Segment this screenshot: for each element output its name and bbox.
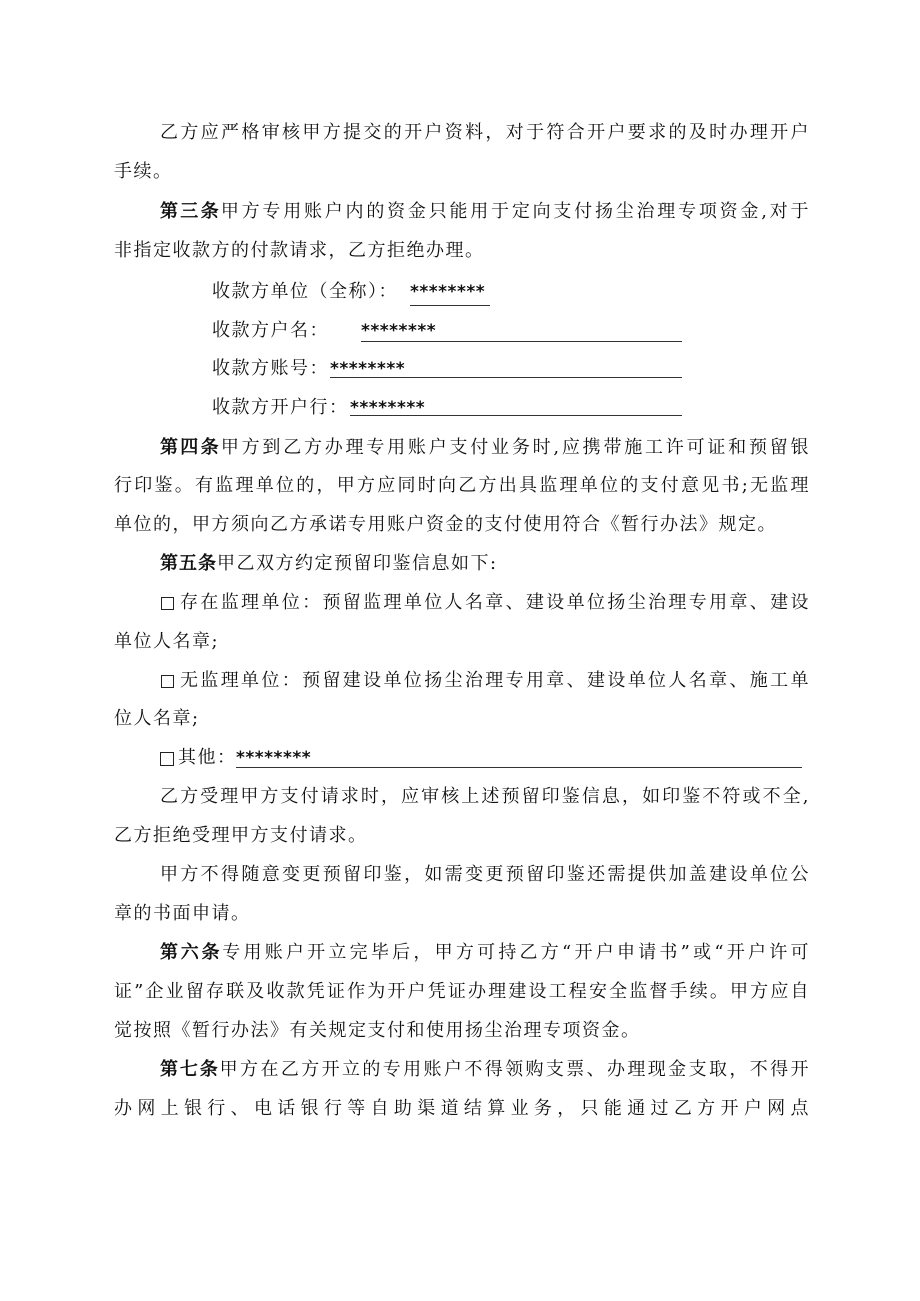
option-other-underline [236,767,802,768]
option-no-supervisor-checkbox[interactable] [161,675,174,688]
payee-bank-value: ******** [350,398,426,418]
payee-account-underline [330,377,682,378]
article-3-text: 甲方专用账户内的资金只能用于定向支付扬尘治理专项资金,对于 [220,201,811,222]
paragraph-line: 乙方受理甲方支付请求时，应审核上述预留印鉴信息，如印鉴不符或不全, [160,786,810,807]
paragraph-line: 觉按照《暂行办法》有关规定支付和使用扬尘治理专项资金。 [114,1020,641,1041]
article-5-text: 甲乙双方约定预留印鉴信息如下: [217,553,498,574]
article-6-line [160,941,810,965]
article-3-line [160,200,810,224]
article-4-text: 甲方到乙方办理专用账户支付业务时,应携带施工许可证和预留银 [220,437,811,458]
article-6-title: 第六条 [160,942,223,963]
paragraph-line: 乙方拒绝受理甲方支付请求。 [114,825,368,846]
payee-bank-label: 收款方开户行： [212,397,349,418]
paragraph-line: 章的书面申请。 [114,903,251,924]
option-other-value: ******** [236,748,312,768]
paragraph-line: 乙方应严格审核甲方提交的开户资料，对于符合开户要求的及时办理开户 [160,122,810,143]
article-3-title: 第三条 [160,201,221,222]
paragraph-line: 非指定收款方的付款请求，乙方拒绝办理。 [114,240,485,261]
payee-unit-underline [410,305,490,306]
paragraph-line: 手续。 [114,161,173,182]
payee-name-value: ******** [361,321,437,341]
article-5-line [160,552,498,576]
paragraph-line: 行印鉴。有监理单位的，甲方应同时向乙方出具监理单位的支付意见书;无监理 [114,475,810,496]
article-4-line [160,436,810,460]
option-no-supervisor-text: 无监理单位：预留建设单位扬尘治理专用章、建设单位人名章、施工单 [180,670,810,691]
payee-unit-label: 收款方单位（全称）： [212,281,398,302]
article-7-text: 甲方在乙方开立的专用账户不得领购支票、办理现金支取，不得开 [219,1059,811,1080]
payee-account-value: ******** [330,359,406,379]
paragraph-line: 位人名章; [114,708,200,729]
article-7-title: 第七条 [160,1059,220,1080]
paragraph-line: 单位的，甲方须向乙方承诺专用账户资金的支付使用符合《暂行办法》规定。 [114,514,777,535]
paragraph-line: 甲方不得随意变更预留印鉴，如需变更预留印鉴还需提供加盖建设单位公 [160,864,810,885]
article-4-title: 第四条 [160,437,221,458]
payee-bank-underline [350,415,682,416]
paragraph-line: 证”企业留存联及收款凭证作为开户凭证办理建设工程安全监督手续。甲方应自 [114,981,810,1002]
payee-name-label: 收款方户名： [212,320,329,341]
paragraph-line: 办网上银行、电话银行等自助渠道结算业务，只能通过乙方开户网点 [114,1098,810,1119]
payee-account-label: 收款方账号： [212,358,329,379]
option-supervisor-checkbox[interactable] [161,597,174,610]
article-6-text: 专用账户开立完毕后，甲方可持乙方“开户申请书”或“开户许可 [222,942,810,963]
option-supervisor-text: 存在监理单位：预留监理单位人名章、建设单位扬尘治理专用章、建设 [180,592,810,613]
payee-unit-value: ******** [410,282,486,302]
article-7-line [160,1058,810,1082]
article-5-title: 第五条 [160,553,217,574]
payee-name-underline [361,341,682,342]
option-other-checkbox[interactable] [160,752,174,766]
option-other-label: 其他： [178,747,237,768]
paragraph-line: 单位人名章; [114,631,220,652]
